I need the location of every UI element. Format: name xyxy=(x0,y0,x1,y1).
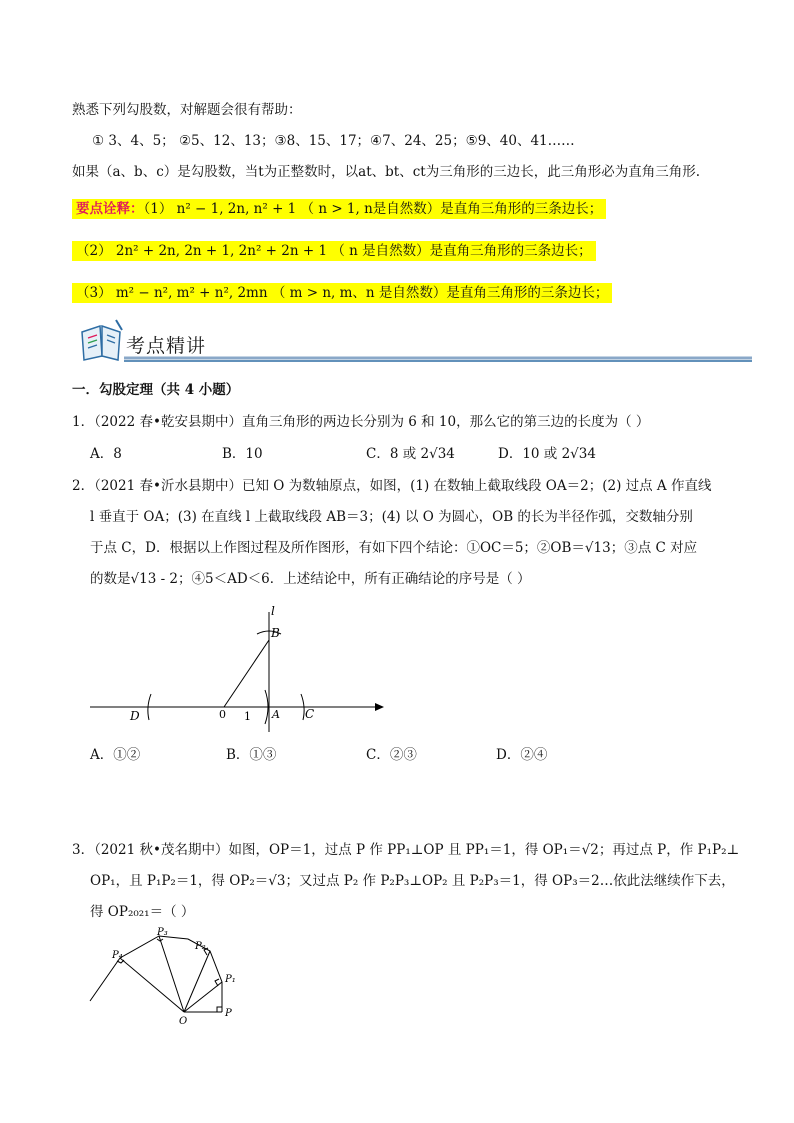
label-b: B xyxy=(271,626,280,640)
label-p4: P₄ xyxy=(112,950,123,961)
key-point-2-text: （2） 2n² + 2n, 2n + 1, 2n² + 2n + 1 （ n 是自然数）是直角三角形的三条边长； xyxy=(72,241,596,261)
q2-option-b: B．①③ xyxy=(226,747,277,763)
q1-option-b: B．10 xyxy=(222,446,263,462)
right-angle-mark xyxy=(217,1007,222,1012)
label-c: C xyxy=(305,707,315,721)
q2-line-4: 的数是√13 - 2；④5＜AD＜6．上述结论中，所有正确结论的序号是（ ） xyxy=(90,571,531,587)
segment-op2 xyxy=(184,951,210,1012)
key-point-1-text: （1） n² − 1, 2n, n² + 1 （ n > 1, n是自然数）是直角三角形的三条边长； xyxy=(143,201,603,217)
q3-line-2: OP₁，且 P₁P₂＝1，得 OP₂＝√3；又过点 P₂ 作 P₂P₃⊥OP₂ 且 P₂P₃＝1，得 OP₃＝2…依此法继续作下去， xyxy=(90,873,735,889)
q3-line-1: 3．（2021 秋•茂名期中）如图，OP＝1，过点 P 作 PP₁⊥OP 且 PP₁＝1，得 OP₁＝√2；再过点 P，作 P₁P₂⊥ xyxy=(72,842,740,858)
q2-option-d: D．②④ xyxy=(496,747,548,763)
segment-op4 xyxy=(120,958,184,1012)
segment-op1 xyxy=(184,982,222,1012)
intro-line-3: 如果（a、b、c）是勾股数，当t为正整数时，以at、bt、ct为三角形的三边长，此三角形必为直角三角形. xyxy=(72,164,700,180)
q3-line-3: 得 OP₂₀₂₁＝（ ） xyxy=(90,904,195,920)
q2-line-3: 于点 C，D．根据以上作图过程及所作图形，有如下四个结论：①OC＝5；②OB＝√13；③点 C 对应 xyxy=(90,540,698,556)
label-p3: P₃ xyxy=(157,927,168,938)
label-1: 1 xyxy=(244,710,251,723)
key-point-2 xyxy=(72,241,596,261)
intro-line-1: 熟悉下列勾股数，对解题会很有帮助： xyxy=(72,102,302,118)
q2-line-2: l 垂直于 OA；(3) 在直线 l 上截取线段 AB＝3；(4) 以 O 为圆心，OB 的长为半径作弧，交数轴分别 xyxy=(90,509,693,525)
label-l: l xyxy=(271,604,275,618)
label-d: D xyxy=(130,709,140,723)
book-icon xyxy=(82,320,122,360)
label-a: A xyxy=(272,708,280,721)
label-o: 0 xyxy=(219,708,226,721)
intro-line-2: ① 3、4、5； ②5、12、13；③8、15、17；④7、24、25；⑤9、40、41…… xyxy=(92,133,575,149)
key-point-1 xyxy=(72,199,606,219)
label-p1: P₁ xyxy=(225,974,236,985)
q2-figure xyxy=(85,600,390,735)
label-o: O xyxy=(179,1016,188,1027)
label-p: P xyxy=(225,1008,232,1019)
q1-stem: 1．（2022 春•乾安县期中）直角三角形的两边长分别为 6 和 10，那么它的第三边的长度为（ ） xyxy=(72,414,650,430)
q1-option-c: C．8 或 2√34 xyxy=(366,446,455,462)
q2-line-1: 2．（2021 春•沂水县期中）已知 O 为数轴原点，如图，(1) 在数轴上截取线段 OA＝2；(2) 过点 A 作直线 xyxy=(72,478,712,494)
q1-option-d: D．10 或 2√34 xyxy=(498,446,596,462)
key-point-3 xyxy=(72,283,612,303)
q2-option-c: C．②③ xyxy=(366,747,417,763)
key-point-3-text: （3） m² − n², m² + n², 2mn （ m > n, m、n 是自然数）是直角三角形的三条边长； xyxy=(72,283,612,303)
segment-op3 xyxy=(159,936,184,1012)
axis-arrow xyxy=(375,703,384,711)
section-banner-title: 考点精讲 xyxy=(126,335,207,357)
q3-figure xyxy=(85,925,250,1030)
section-heading: 一．勾股定理（共 4 小题） xyxy=(72,382,240,398)
q1-option-a: A．8 xyxy=(90,446,122,462)
q2-option-a: A．①② xyxy=(90,747,141,763)
key-points-label: 要点诠释： xyxy=(76,201,144,217)
segment-ob xyxy=(224,640,269,707)
label-p2: P₂ xyxy=(195,941,206,952)
